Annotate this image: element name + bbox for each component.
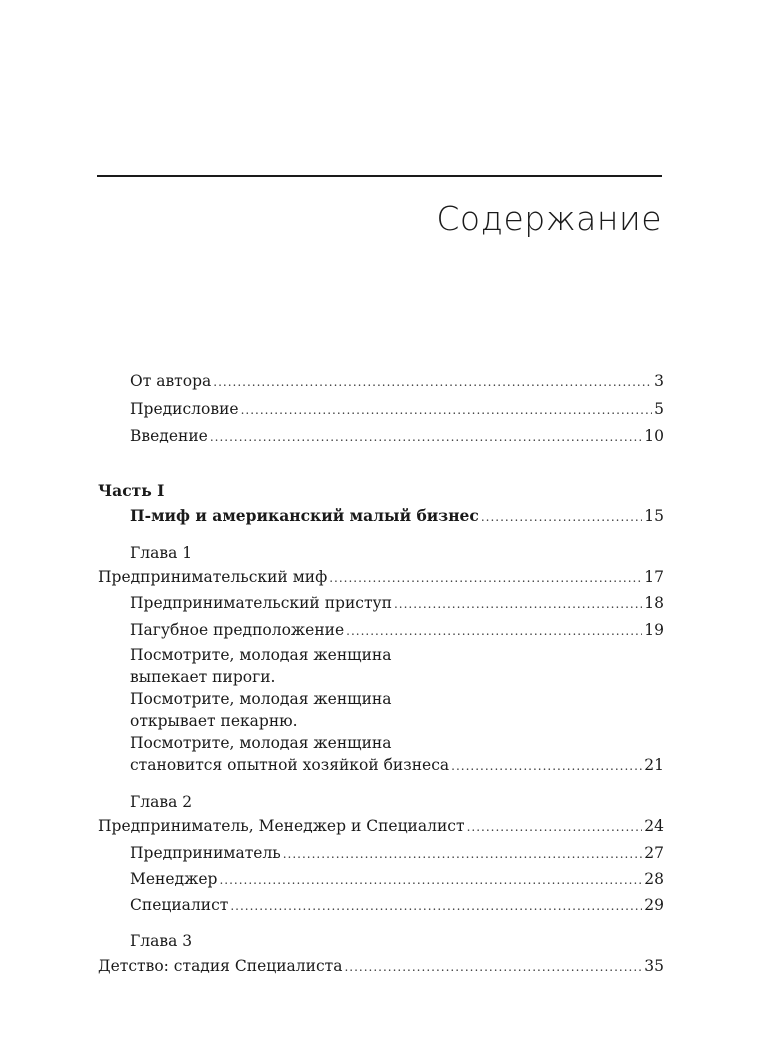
dot-leader: [219, 869, 642, 891]
section-label: Пагубное предположение: [130, 621, 345, 639]
page-title: Содержание: [436, 199, 662, 238]
section-label: Предприниматель: [130, 844, 281, 862]
chapter-heading: Глава 1: [130, 544, 193, 562]
chapter-title: Предпринимательский миф: [98, 568, 328, 586]
multiline-entry-line: Посмотрите, молодая женщина: [130, 646, 392, 664]
toc-entry-introduction[interactable]: [130, 425, 664, 447]
toc-entry-page: 35: [644, 957, 664, 975]
toc-entry-page: 18: [644, 594, 664, 612]
toc-entry-section[interactable]: [130, 592, 664, 614]
multiline-entry-line: открывает пекарню.: [130, 712, 298, 730]
dot-leader: [394, 593, 642, 615]
multiline-entry-line: Посмотрите, молодая женщина: [130, 734, 392, 752]
toc-entry-chapter1[interactable]: [98, 566, 664, 588]
part-label: Часть I: [98, 481, 165, 500]
dot-leader: [467, 816, 643, 838]
dot-leader: [481, 506, 642, 528]
dot-leader: [451, 755, 642, 777]
toc-entry-page: 5: [654, 400, 664, 418]
dot-leader: [344, 956, 642, 978]
section-label: становится опытной хозяйкой бизнеса: [130, 756, 450, 774]
toc-entry-page: 19: [644, 621, 664, 639]
chapter-title: Детство: стадия Специалиста: [98, 957, 343, 975]
toc-entry-chapter2[interactable]: [98, 815, 664, 837]
toc-entry-preface[interactable]: [130, 398, 664, 420]
toc-entry-page: 24: [644, 817, 664, 835]
toc-entry-page: 10: [644, 427, 664, 445]
section-label: Менеджер: [130, 870, 218, 888]
section-label: Специалист: [130, 896, 229, 914]
toc-entry-multiline[interactable]: [130, 754, 664, 776]
dot-leader: [346, 620, 642, 642]
toc-entry-page: 3: [654, 372, 664, 390]
toc-entry-part1[interactable]: [130, 505, 664, 527]
toc-entry-page: 27: [644, 844, 664, 862]
section-label: Предпринимательский приступ: [130, 594, 392, 612]
toc-entry-from-author[interactable]: [130, 370, 664, 392]
dot-leader: [241, 399, 653, 421]
toc-entry-page: 15: [644, 507, 664, 525]
toc-entry-page: 29: [644, 896, 664, 914]
toc-entry-page: 28: [644, 870, 664, 888]
chapter-title: Предприниматель, Менеджер и Специалист: [98, 817, 465, 835]
chapter-heading: Глава 2: [130, 793, 193, 811]
dot-leader: [213, 371, 652, 393]
dot-leader: [283, 843, 643, 865]
toc-entry-section[interactable]: [130, 619, 664, 641]
toc-entry-label: От автора: [130, 372, 212, 390]
toc-entry-chapter3[interactable]: [98, 955, 664, 977]
chapter-heading: Глава 3: [130, 932, 193, 950]
dot-leader: [210, 426, 642, 448]
multiline-entry-line: Посмотрите, молодая женщина: [130, 690, 392, 708]
toc-entry-page: 17: [644, 568, 664, 586]
toc-entry-label: Введение: [130, 427, 208, 445]
toc-entry-section[interactable]: [130, 868, 664, 890]
multiline-entry-line: выпекает пироги.: [130, 668, 276, 686]
top-rule: [97, 175, 662, 177]
part-title: П-миф и американский малый бизнес: [130, 506, 479, 525]
dot-leader: [329, 567, 642, 589]
dot-leader: [230, 895, 642, 917]
toc-entry-section[interactable]: [130, 894, 664, 916]
toc-entry-page: 21: [644, 756, 664, 774]
toc-entry-label: Предисловие: [130, 400, 239, 418]
toc-entry-section[interactable]: [130, 842, 664, 864]
